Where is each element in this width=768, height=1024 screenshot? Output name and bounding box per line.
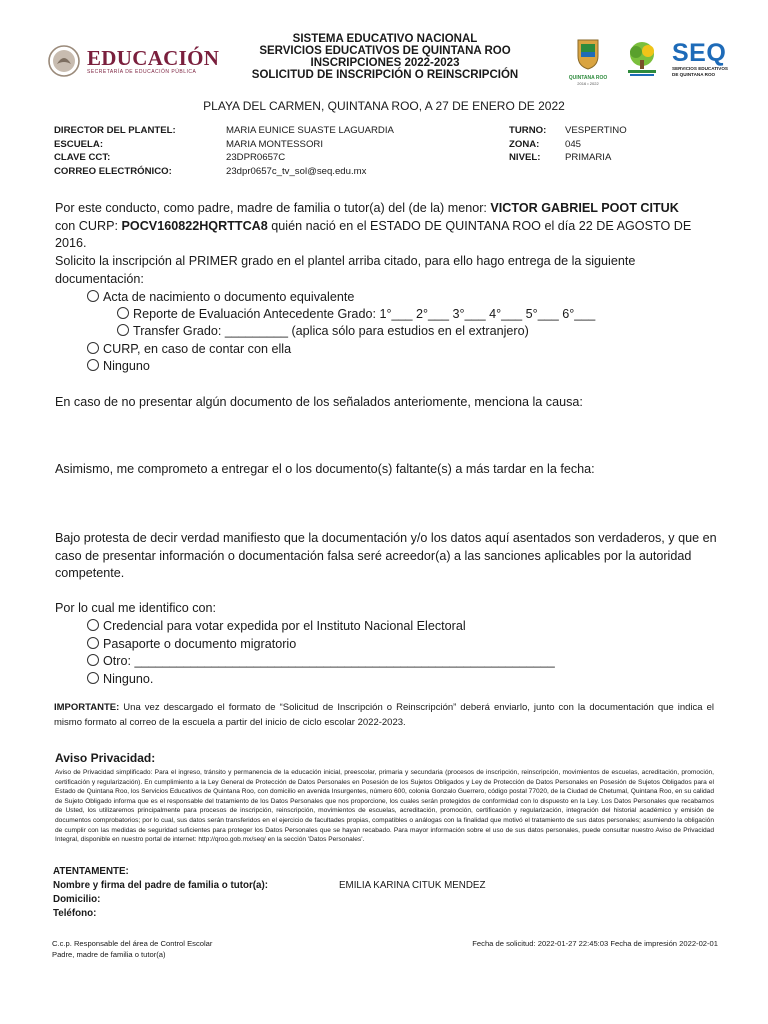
intro-text-a: Por este conducto, como padre, madre de familia o tutor(a) del (de la) menor: — [55, 201, 491, 215]
correo-value: 23dpr0657c_tv_sol@seq.edu.mx — [226, 165, 367, 177]
important-label: IMPORTANTE: — [54, 702, 120, 713]
logo-quintana-roo — [566, 38, 610, 86]
header-line-1: SISTEMA EDUCATIVO NACIONAL — [292, 33, 478, 45]
protest-paragraph: Bajo protesta de decir verdad manifiesto que la documentación y/o los datos aquí asentados son verdaderos, y que en caso de presentar información o documentación falsa seré acreedor(a) a las sanciones aplicables por la autoridad competente. — [55, 531, 717, 580]
educacion-wordmark: EDUCACIÓN — [87, 46, 220, 70]
id-option-label: Pasaporte o documento migratorio — [103, 637, 297, 651]
cct-value: 23DPR0657C — [226, 152, 286, 163]
director-label: DIRECTOR DEL PLANTEL: — [54, 125, 176, 136]
student-curp: POCV160822HQRTTCA8 — [121, 218, 268, 233]
id-option-pasaporte[interactable] — [87, 636, 296, 654]
correo-label: CORREO ELECTRÓNICO: — [54, 165, 172, 177]
radio-icon[interactable] — [87, 637, 99, 649]
doc-option-label: Ninguno — [103, 359, 150, 373]
director-value: MARIA EUNICE SUASTE LAGUARDIA — [226, 125, 394, 136]
id-option-label: Credencial para votar expedida por el Instituto Nacional Electoral — [103, 619, 466, 633]
signature-name-label: Nombre y firma del padre de familia o tutor(a): — [53, 880, 269, 891]
id-option-label: Ninguno. — [103, 672, 154, 686]
header-line-3: INSCRIPCIONES 2022-2023 — [310, 57, 460, 69]
commit-text: Asimismo, me comprometo a entregar el o los documento(s) faltante(s) a más tardar en la fecha: — [55, 462, 595, 476]
turno-value: VESPERTINO — [565, 125, 627, 136]
info-labels-right — [509, 124, 546, 165]
radio-icon[interactable] — [87, 359, 99, 371]
info-values-left — [226, 124, 394, 178]
doc-option-label: Transfer Grado: _________ (aplica sólo para estudios en el extranjero) — [133, 324, 529, 338]
seq-subtitle-2: DE QUINTANA ROO — [672, 71, 716, 77]
educacion-subtitle: SECRETARÍA DE EDUCACIÓN PÚBLICA — [87, 69, 197, 75]
id-option-otro[interactable] — [87, 653, 555, 671]
header-line-2: SERVICIOS EDUCATIVOS DE QUINTANA ROO — [259, 45, 511, 57]
cct-label: CLAVE CCT: — [54, 152, 111, 163]
doc-option-label: Reporte de Evaluación Antecedente Grado: 1°___ 2°___ 3°___ 4°___ 5°___ 6°___ — [133, 307, 596, 321]
qroo-years: 2016 • 2022 — [577, 81, 599, 86]
intro-paragraph — [55, 200, 720, 253]
document-header — [230, 33, 540, 81]
telefono-label: Teléfono: — [53, 908, 97, 919]
zona-label: ZONA: — [509, 138, 540, 150]
privacy-text: Aviso de Privacidad simplificado: Para el ingreso, tránsito y permanencia de la educación inicial, preescolar, primaria y secundaria (procesos de inscripción, reinscripción, movimientos de escuelas, acreditación, promoción, certificación y regularización). En cumplimiento a la Ley General de Protección de Datos Personales en Posesión de los Sujetos Obligados y Ley de Protección de Datos Personales en Posesión de Sujetos Obligados para el Estado de Quintana Roo, los Servicios Educativos de Quintana Roo, con domicilio en avenida Insurgentes, número 600, colonia Gonzalo Guerrero, código postal 77020, de la Ciudad de Chetumal, Quintana Roo, en su calidad de Sujeto Obligado informa que es el responsable del tratamiento de los Datos Personales que nos proporcione, los cuales serán protegidos de conformidad con lo dispuesto en la Ley. Los Datos Personales que recabamos de Usted, los utilizaremos principalmente para procesos de inscripción, reinscripción, movimientos de escuelas, acreditación, promoción, certificación y regularización, integración del historial académico y emisión de documentos comprobatorios; por lo cual, sus datos serán transferidos en el ejercicio de facultades propias, compatibles o análogas con la finalidad que motivó el tratamiento de sus datos personales; asumiendo la obligación de cumplir con las medidas de seguridad suficientes para proteger los Datos Personales que se hayan recabado. Para mayor información sobre el uso de sus datos personales, puede consultar nuestro Aviso de Privacidad Integral, disponible en nuestro portal de internet: http://qroo.gob.mx/seq/ en la sección 'Datos Personales'. — [55, 769, 714, 844]
tree-icon — [622, 40, 662, 78]
ccp-line-2: Padre, madre de familia o tutor(a) — [52, 949, 166, 959]
domicilio-label: Domicilio: — [53, 894, 101, 905]
mexico-seal-icon — [47, 44, 81, 78]
escuela-value: MARIA MONTESSORI — [226, 138, 324, 150]
radio-icon[interactable] — [87, 672, 99, 684]
atentamente-label: ATENTAMENTE: — [53, 866, 129, 877]
radio-icon[interactable] — [87, 342, 99, 354]
zona-value: 045 — [565, 138, 582, 150]
logo-seq — [672, 40, 732, 82]
intro-text-c: quién nació en el ESTADO DE QUINTANA ROO el día 22 DE AGOSTO DE 2016. — [55, 218, 692, 250]
doc-option-transfer[interactable] — [117, 323, 529, 341]
signature-name-value: EMILIA KARINA CITUK MENDEZ — [339, 880, 486, 891]
intro-text-b: con CURP: — [55, 218, 122, 233]
privacy-title: Aviso Privacidad: — [55, 751, 156, 765]
no-doc-cause-text: En caso de no presentar algún documento de los señalados anteriomente, menciona la causa: — [55, 395, 583, 409]
radio-icon[interactable] — [117, 324, 129, 336]
nivel-value: PRIMARIA — [565, 152, 612, 163]
radio-icon[interactable] — [87, 654, 99, 666]
ccp-line-1: C.c.p. Responsable del área de Control Escolar — [52, 939, 213, 948]
nivel-label: NIVEL: — [509, 152, 541, 163]
doc-option-label: Acta de nacimiento o documento equivalente — [103, 290, 355, 304]
doc-option-label: CURP, en caso de contar con ella — [103, 342, 292, 356]
student-name: VICTOR GABRIEL POOT CITUK — [490, 201, 679, 215]
ccp-block — [52, 939, 212, 960]
doc-option-reporte[interactable] — [117, 306, 595, 324]
footer-dates: Fecha de solicitud: 2022-01-27 22:45:03 Fecha de impresión 2022-02-01 — [472, 939, 718, 948]
radio-icon[interactable] — [87, 290, 99, 302]
radio-icon[interactable] — [87, 619, 99, 631]
seq-wordmark: SEQ — [672, 39, 727, 67]
doc-option-curp[interactable] — [87, 341, 291, 359]
id-option-label: Otro: ____________________________________________________________ — [103, 654, 555, 668]
important-text: Una vez descargado el formato de “Solicitud de Inscripción o Reinscripción” deberá enviarlo, junto con la documentación que indica el mismo formato al correo de la escuela a partir del inicio de ciclo escolar 2022-2023. — [54, 702, 714, 728]
logo-education-tree — [622, 40, 662, 78]
seq-subtitle-1: SERVICIOS EDUCATIVOS — [672, 66, 728, 71]
turno-label: TURNO: — [509, 125, 547, 136]
id-option-ninguno[interactable] — [87, 671, 153, 689]
quintana-roo-shield-icon — [566, 38, 610, 70]
radio-icon[interactable] — [117, 307, 129, 319]
city-date: PLAYA DEL CARMEN, QUINTANA ROO, A 27 DE ENERO DE 2022 — [203, 99, 565, 113]
important-notice — [54, 700, 714, 730]
identify-text: Por lo cual me identifico con: — [55, 601, 217, 615]
logo-educacion — [47, 44, 220, 78]
escuela-label: ESCUELA: — [54, 138, 104, 150]
info-labels-left — [54, 124, 176, 178]
header-line-4: SOLICITUD DE INSCRIPCIÓN O REINSCRIPCIÓN — [251, 69, 519, 81]
qroo-name: QUINTANA ROO — [568, 75, 608, 81]
info-values-right — [565, 124, 627, 165]
doc-option-acta[interactable] — [87, 289, 354, 307]
id-option-ine[interactable] — [87, 618, 466, 636]
request-paragraph: Solicito la inscripción al PRIMER grado en el plantel arriba citado, para ello hago entrega de la siguiente documentación: — [55, 254, 636, 286]
doc-option-ninguno[interactable] — [87, 358, 150, 376]
